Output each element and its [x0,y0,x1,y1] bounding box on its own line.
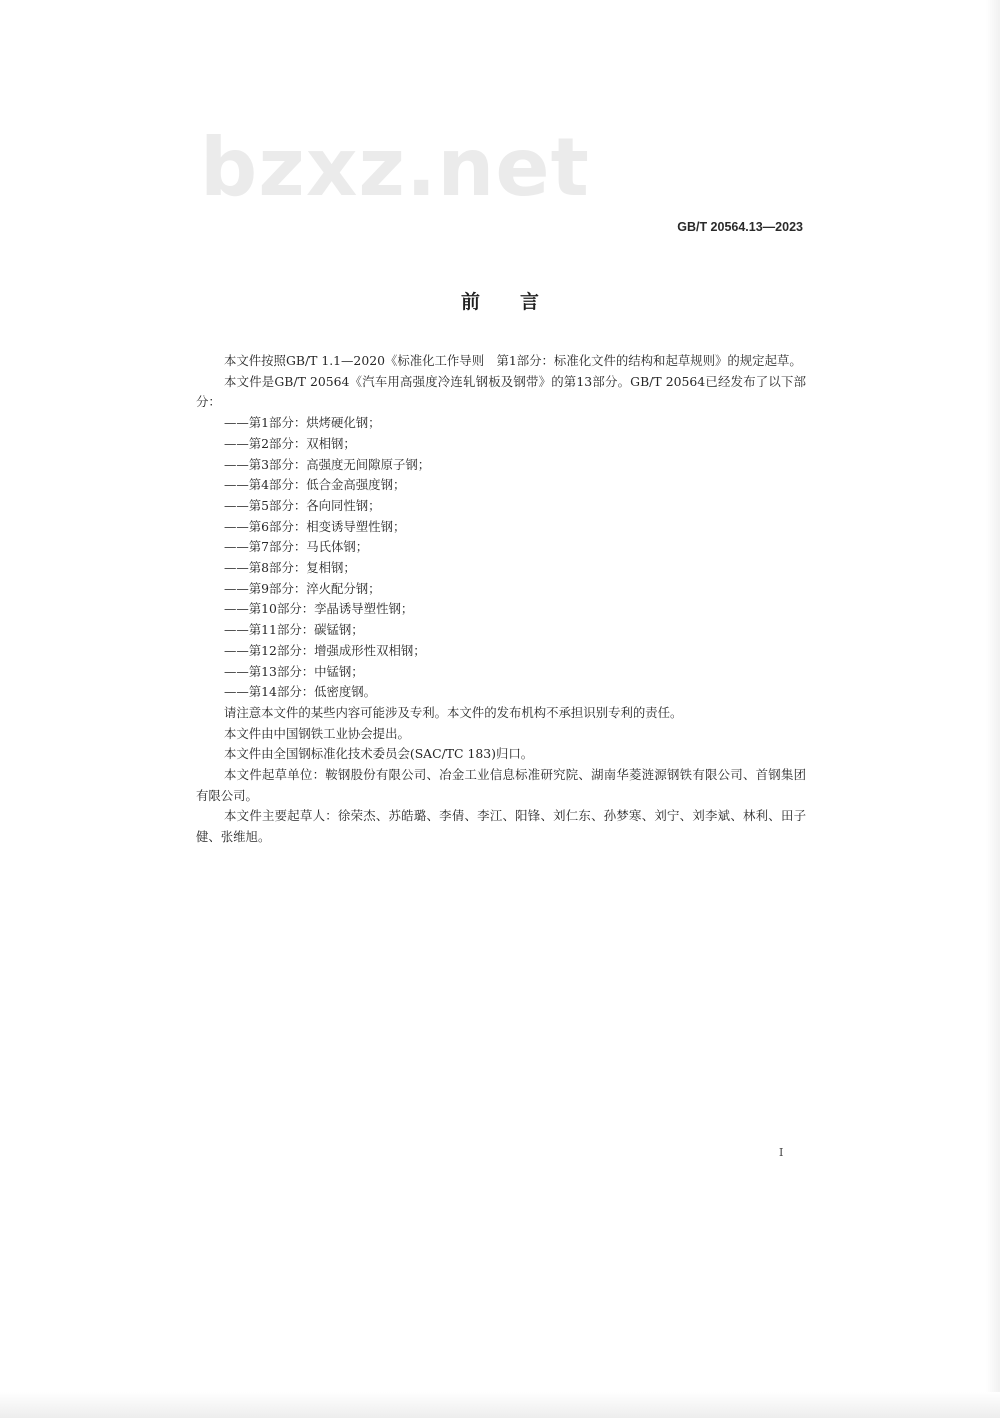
list-item: ——第1部分：烘烤硬化钢； [224,415,381,431]
paragraph-drafting-units: 本文件起草单位：鞍钢股份有限公司、冶金工业信息标准研究院、湖南华菱涟源钢铁有限公司、首钢集团有限公司。 [196,767,806,803]
list-item: ——第6部分：相变诱导塑性钢； [224,518,406,534]
list-item: ——第10部分：孪晶诱导塑性钢； [224,601,414,617]
paragraph-drafting-rules: 本文件按照GB/T 1.1—2020《标准化工作导则 第1部分：标准化文件的结构和起草规则》的规定起草。 [224,353,802,368]
list-item: ——第2部分：双相钢； [224,435,356,451]
list-item: ——第11部分：碳锰钢； [224,622,364,638]
paragraph-proposer: 本文件由中国钢铁工业协会提出。 [224,725,410,741]
page-heading: 前言 [460,291,579,313]
list-item: ——第3部分：高强度无间隙原子钢； [224,456,431,472]
page-edge-shadow-right [986,0,1000,1418]
watermark: bzxz.net [200,121,590,214]
list-item: ——第9部分：淬火配分钢； [224,580,381,596]
list-item: ——第5部分：各向同性钢； [224,497,381,513]
list-item: ——第8部分：复相钢； [224,560,356,576]
page-edge-shadow-bottom [0,1392,1000,1418]
parts-list [196,413,806,703]
document-code: GB/T 20564.13—2023 [677,220,803,234]
paragraph-series-intro: 本文件是GB/T 20564《汽车用高强度冷连轧钢板及钢带》的第13部分。GB/T 20564已经发布了以下部分： [196,373,806,410]
paragraph-drafters: 本文件主要起草人：徐荣杰、苏皓璐、李倩、李江、阳锋、刘仁东、孙梦寒、刘宁、刘李斌、林利、田子健、张维旭。 [196,808,806,845]
list-item: ——第13部分：中锰钢； [224,663,364,679]
document-body [196,351,806,848]
list-item: ——第12部分：增强成形性双相钢； [224,642,426,658]
list-item: ——第7部分：马氏体钢； [224,539,369,555]
page-number: I [779,1146,784,1159]
paragraph-committee: 本文件由全国钢标准化技术委员会(SAC/TC 183)归口。 [224,746,534,762]
paragraph-patent-notice: 请注意本文件的某些内容可能涉及专利。本文件的发布机构不承担识别专利的责任。 [224,704,683,720]
list-item: ——第14部分：低密度钢。 [224,684,377,700]
list-item: ——第4部分：低合金高强度钢； [224,477,406,493]
